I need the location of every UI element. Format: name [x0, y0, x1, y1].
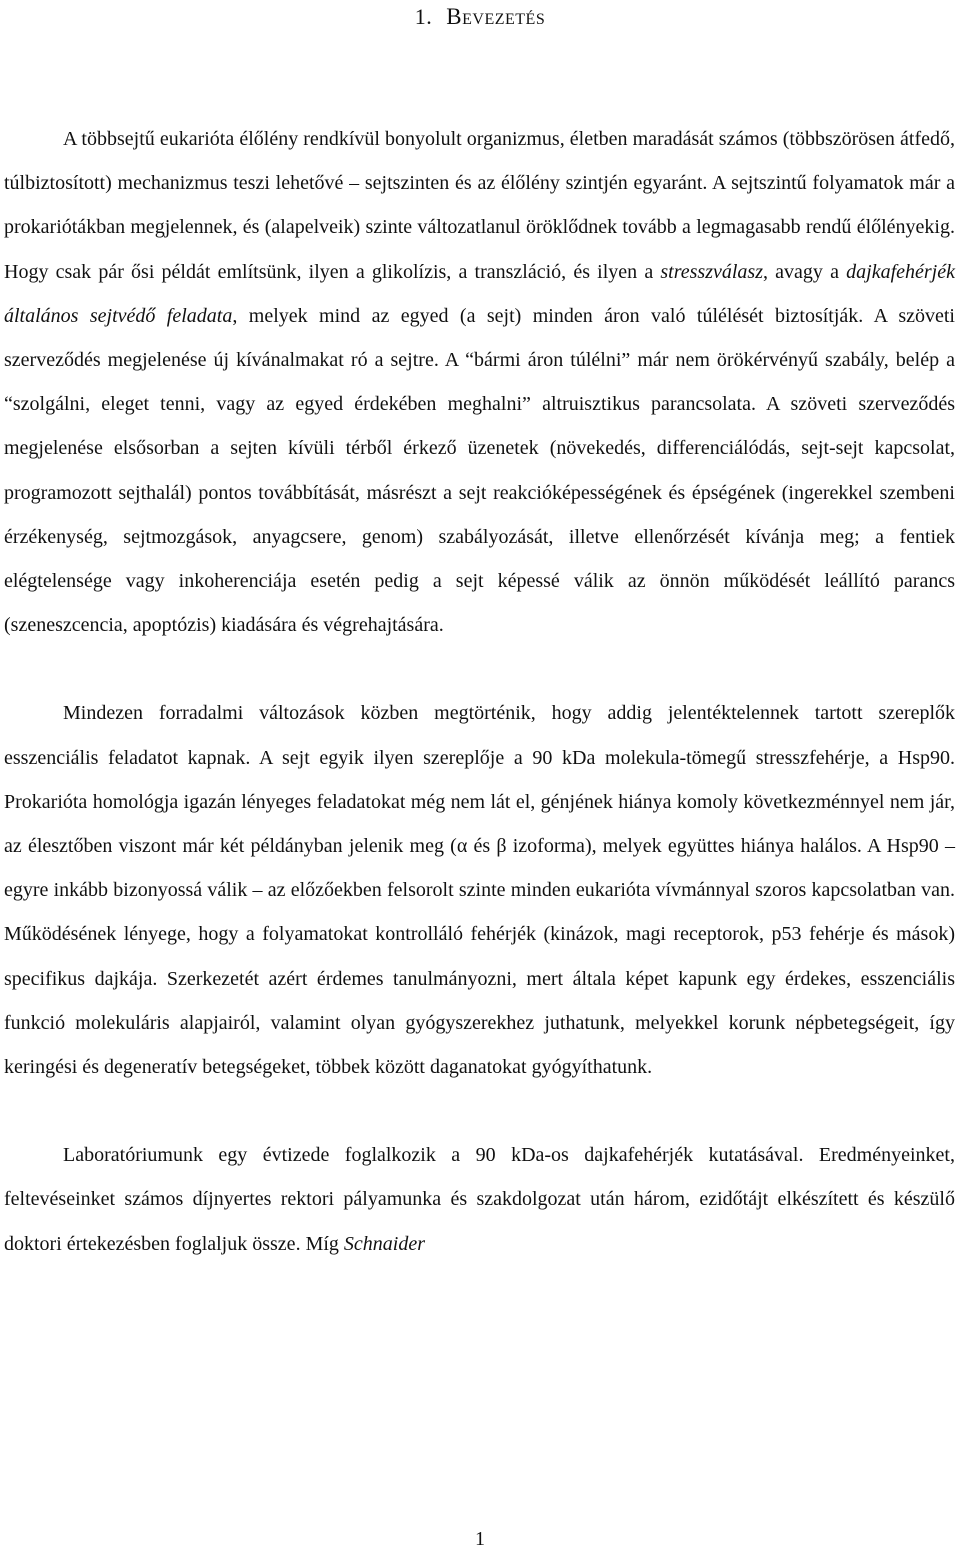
paragraph-hsp90: [4, 691, 955, 1089]
text-run: , melyek mind az egyed (a sejt) minden áron való túlélését biztosítják. A szöveti szerveződés megjelenése új kívánalmakat ró a sejtre. A “bármi áron túlélni” már nem örökérvényű szabály, belép a “szolgálni, eleget tenni, vagy az egyed érdekében meghalni” altruisztikus parancsolata. A szöveti szerveződés megjelenése elsősorban a sejten kívüli térből érkező üzenetek (növekedés, differenciálódás, sejt-sejt kapcsolat, programozott sejthalál) pontos továbbítását, másrészt a sejt reakcióképességének és épségének (ingerekkel szembeni érzékenység, sejtmozgások, anyagcsere, genom) szabályozását, illetve ellenőrzését kívánja meg; a fentiek elégtelensége vagy inkoherenciája esetén pedig a sejt képessé válik az önnön működését leállító parancs (szeneszcencia, apoptózis) kiadására és végrehajtására.: [4, 304, 955, 637]
page-number: 1: [475, 1528, 485, 1550]
chapter-heading: [0, 2, 960, 32]
italic-term-chaperone-role: dajkafehérjék általános sejtvédő feladata: [4, 260, 955, 327]
chapter-title: Bevezetés: [446, 4, 546, 29]
text-run: , avagy a: [763, 260, 847, 283]
chapter-body: [4, 117, 955, 1266]
paragraph-laboratory: [4, 1133, 955, 1266]
chapter-number: 1.: [414, 4, 433, 29]
paragraph-intro: [4, 117, 955, 647]
text-run: A többsejtű eukarióta élőlény rendkívül bonyolult organizmus, életben maradását számos (többszörösen átfedő, túlbiztosított) mechanizmus teszi lehetővé – sejtszinten és az élőlény szintjén egyaránt. A sejtszintű folyamatok már a prokariótákban megjelennek, és (alapelveik) szinte változatlanul öröklődnek tovább a legmagasabb rendű élőlényekig. Hogy csak pár ősi példát említsünk, ilyen a glikolízis, a transzláció, és ilyen a: [4, 128, 955, 283]
italic-term-stress-response: stresszválasz: [660, 260, 763, 283]
text-run: Laboratóriumunk egy évtizede foglalkozik a 90 kDa-os dajkafehérjék kutatásával. Eredményeinket, feltevéseinket számos díjnyertes rektori pályamunka és szakdolgozat után három, ezidőtájt elkészített és készülő doktori értekezésben foglaljuk össze. Míg: [4, 1144, 955, 1255]
text-run: Mindezen forradalmi változások közben megtörténik, hogy addig jelentéktelennek tartott szereplők esszenciális feladatot kapnak. A sejt egyik ilyen szereplője a 90 kDa molekula-tömegű stresszfehérje, a Hsp90. Prokarióta homológja igazán lényeges feladatokat még nem lát el, génjének hiánya komoly következménnyel nem jár, az élesztőben viszont már két példányban jelenik meg (α és β izoforma), melyek együttes hiánya halálos. A Hsp90 – egyre inkább bizonyossá válik – az előzőekben felsorolt szinte minden eukarióta vívmánnyal szoros kapcsolatban van. Működésének lényege, hogy a folyamatokat kontrolláló fehérjék (kinázok, magi receptorok, p53 fehérje és mások) specifikus dajkája. Szerkezetét azért érdemes tanulmányozni, mert általa képet kapunk egy érdekes, esszenciális funkció molekuláris alapjairól, valamint olyan gyógyszerekhez juthatunk, melyekkel korunk népbetegségeit, így keringési és degeneratív betegségeket, többek között daganatokat gyógyíthatunk.: [4, 702, 955, 1079]
italic-author-name: Schnaider: [343, 1232, 425, 1255]
